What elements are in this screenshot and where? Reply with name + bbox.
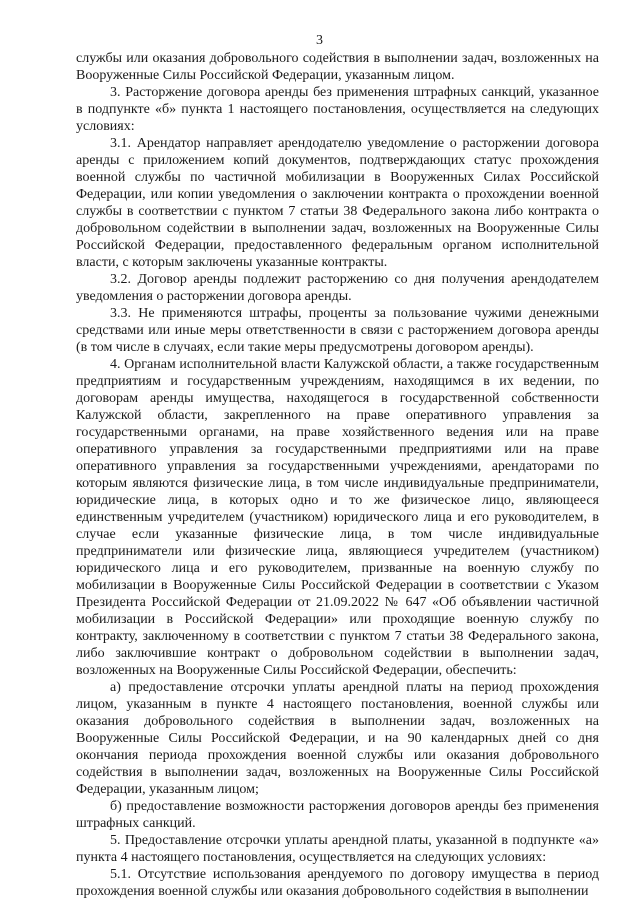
paragraph: а) предоставление отсрочки уплаты арендной платы на период прохождения лицом, указанным в пункте 4 настоящего постановления, военной службы или оказания добровольного содействия в выполнении задач, возложенных на Вооруженные Силы Российской Федерации, и на 90 календарных дней со дня окончания периода прохождения военной службы или оказания добровольного содействия в выполнении задач, возложенных на Вооруженные Силы Российской Федерации, указанным лицом;: [76, 680, 599, 797]
paragraph: 3. Расторжение договора аренды без применения штрафных санкций, указанное в подпункте «б» пункта 1 настоящего постановления, осуществляется на следующих условиях:: [76, 85, 599, 134]
paragraph: б) предоставление возможности расторжения договоров аренды без применения штрафных санкций.: [76, 799, 599, 831]
paragraph: 3.1. Арендатор направляет арендодателю уведомление о расторжении договора аренды с приложением копий документов, подтверждающих статус прохождения военной службы по частичной мобилизации в Вооруженных Силах Российской Федерации, или копии уведомления о заключении контракта о прохождении военной службы в соответствии с пунктом 7 статьи 38 Федерального закона либо контракта о добровольном содействии в выполнении задач, возложенных на Вооруженные Силы Российской Федерации, предоставленного федеральным органом исполнительной власти, с которым заключены указанные контракты.: [76, 136, 599, 270]
page-number: 3: [316, 33, 323, 48]
paragraph: службы или оказания добровольного содействия в выполнении задач, возложенных на Вооруженные Силы Российской Федерации, указанным лицом.: [76, 51, 599, 83]
paragraph: 5.1. Отсутствие использования арендуемого по договору имущества в период прохождения военной службы или оказания добровольного содействия в выполнении: [76, 867, 599, 899]
paragraph: 4. Органам исполнительной власти Калужской области, а также государственным предприятиям и государственным учреждениям, находящимся в их ведении, по договорам аренды имущества, находящегося в государственной собственности Калужской области, закрепленного на праве оперативного управления за государственными органами, на праве хозяйственного ведения или на праве оперативного управления за государственными предприятиями или на праве оперативного управления за государственными учреждениями, арендаторами по которым являются физические лица, в том числе индивидуальные предприниматели, юридические лица, в которых одно и то же физическое лицо, являющееся единственным учредителем (участником) юридического лица и его руководителем, в случае если указанные физические лица, в том числе индивидуальные предприниматели или физические лица, являющиеся учредителем (участником) юридического лица и его руководителем, призванные на военную службу по мобилизации в Вооруженные Силы Российской Федерации в соответствии с Указом Президента Российской Федерации от 21.09.2022 № 647 «Об объявлении частичной мобилизации в Российской Федерации» или проходящие военную службу по контракту, заключенному в соответствии с пунктом 7 статьи 38 Федерального закона, либо заключившие контракт о добровольном содействии в выполнении задач, возложенных на Вооруженные Силы Российской Федерации, обеспечить:: [76, 357, 599, 678]
paragraph: 3.3. Не применяются штрафы, проценты за пользование чужими денежными средствами или иные меры ответственности в связи с расторжением договора аренды (в том числе в случаях, если такие меры предусмотрены договором аренды).: [76, 306, 599, 355]
paragraph: 3.2. Договор аренды подлежит расторжению со дня получения арендодателем уведомления о расторжении договора аренды.: [76, 272, 599, 304]
document-body: [76, 50, 599, 900]
paragraph: 5. Предоставление отсрочки уплаты арендной платы, указанной в подпункте «а» пункта 4 настоящего постановления, осуществляется на следующих условиях:: [76, 833, 599, 865]
